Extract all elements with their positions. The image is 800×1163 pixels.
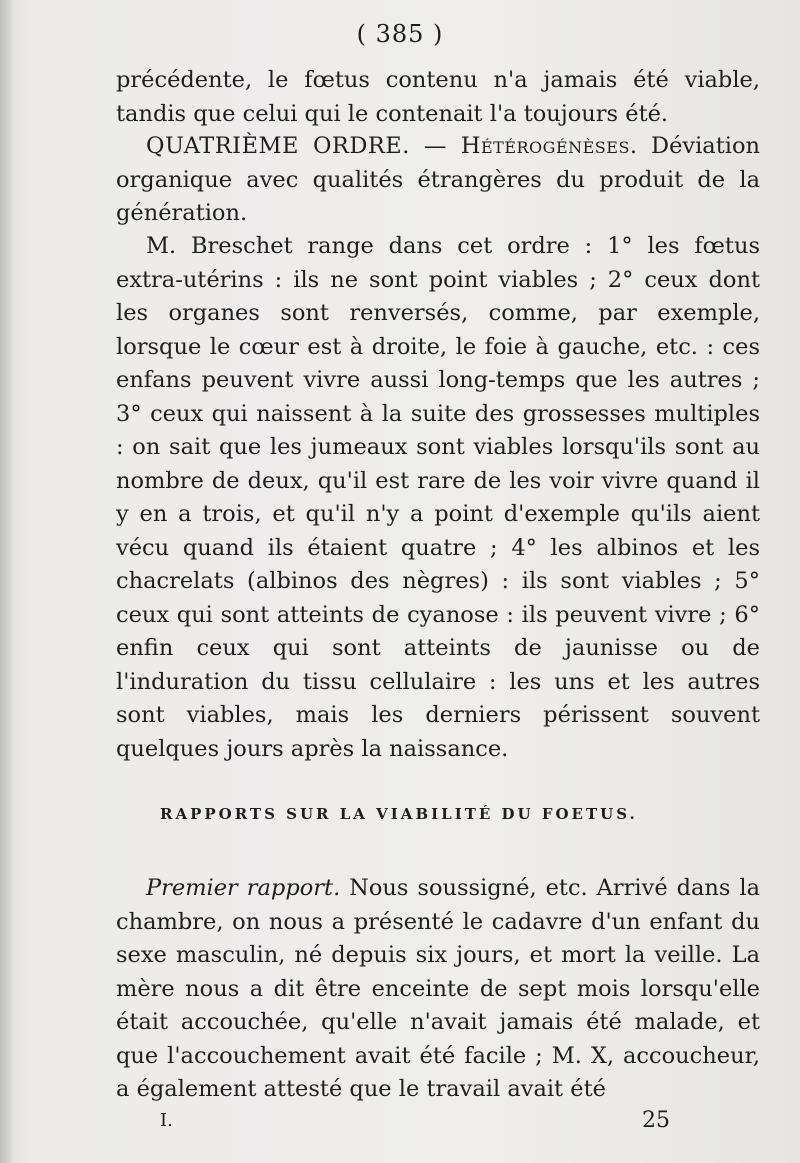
paragraph-3: M. Breschet range dans cet ordre : 1° les fœtus extra-utérins : ils ne sont point viables ; 2° ceux dont les organes sont renversés, comme, par exemple, lorsque le cœur est à droite, le foie à gauche, etc. : ces enfans peuvent vivre aussi long-temps que les autres ; 3° ceux qui naissent à la suite des grossesses multiples : on sait que les jumeaux sont viables lorsqu'ils sont au nombre de deux, qu'il est rare de les voir vivre quand il y en a trois, et qu'il n'y a point d'exemple qu'ils aient vécu quand ils étaient quatre ; 4° les albinos et les chacrelats (albinos des nègres) : ils sont viables ; 5° ceux qui sont atteints de cyanose : ils peuvent vivre ; 6° enfin ceux qui sont atteints de jaunisse ou de l'induration du tissu cellulaire : les uns et les autres sont viables, mais les derniers périssent souvent quelques jours après la naissance. [116, 233, 760, 762]
section-heading: RAPPORTS SUR LA VIABILITÉ DU FOETUS. [160, 805, 638, 823]
paragraph-1: précédente, le fœtus contenu n'a jamais été viable, tandis que celui qui le contenait l'a toujours été. [116, 67, 760, 127]
paragraph-continuation [116, 64, 760, 131]
paragraph-breschet [116, 230, 760, 766]
order-label: QUATRIÈME ORDRE. — Hétérogénèses. [146, 133, 638, 159]
report-label: Premier rapport. [146, 875, 341, 901]
report-text: Nous soussigné, etc. Arrivé dans la chambre, on nous a présenté le cadavre d'un enfant du sexe masculin, né depuis six jours, et mort la veille. La mère nous a dit être enceinte de sept mois lorsqu'elle était accouchée, qu'elle n'avait jamais été malade, et que l'accouchement avait été facile ; M. X, accoucheur, a également attesté que le travail avait été [116, 875, 760, 1102]
order-definition: Déviation organique avec qualités étrangères du produit de la génération. [116, 133, 760, 226]
signature-mark: I. [160, 1110, 173, 1131]
gutter-shadow [0, 0, 14, 1163]
page-number-top: ( 385 ) [356, 20, 444, 48]
page-number-bottom: 25 [642, 1108, 670, 1133]
paragraph-premier-rapport [116, 872, 760, 1107]
paragraph-quatrieme-ordre [116, 130, 760, 231]
